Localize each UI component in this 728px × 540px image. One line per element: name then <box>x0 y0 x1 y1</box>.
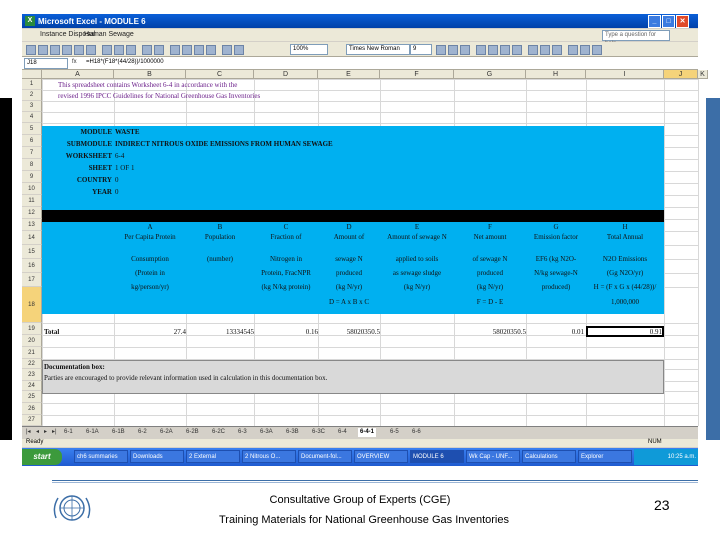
column-header-a[interactable]: A <box>42 70 114 79</box>
sheet-tab-6-1b[interactable]: 6-1B <box>112 429 125 435</box>
header-f-line-1: F <box>488 223 492 231</box>
window-title: Microsoft Excel - MODULE 6 <box>38 17 146 26</box>
header-g-line-5: produced) <box>541 283 571 291</box>
currency-icon[interactable] <box>528 45 538 55</box>
tab-scroll-first-icon[interactable]: |◂ <box>26 429 31 435</box>
comma-icon[interactable] <box>552 45 562 55</box>
header-h-line-5: H = (F x G x (44/28))/ <box>593 283 657 291</box>
sheet-label: SHEET <box>88 164 112 172</box>
header-d-line-1: D <box>346 223 352 231</box>
row-header-18[interactable]: 18 <box>22 287 42 323</box>
sort-descending-icon[interactable] <box>206 45 216 55</box>
slide-title: Consultative Group of Experts (CGE) <box>269 494 451 506</box>
row-header-25[interactable]: 25 <box>22 391 42 403</box>
row-header-10[interactable]: 10 <box>22 183 42 195</box>
header-h-line-3: N2O Emissions <box>602 255 648 263</box>
undo-icon[interactable] <box>142 45 152 55</box>
header-d-line-4: produced <box>335 269 363 277</box>
align-center-icon[interactable] <box>488 45 498 55</box>
header-a-line-5: kg/person/yr) <box>131 283 169 291</box>
sheet-tab-6-6[interactable]: 6-6 <box>412 429 421 435</box>
minimize-button[interactable]: _ <box>648 15 661 28</box>
footer-rule <box>52 480 698 481</box>
hyperlink-icon[interactable] <box>170 45 180 55</box>
help-question-box[interactable]: Type a question for <box>602 30 670 41</box>
header-h-line-2: Total Annual <box>606 233 644 241</box>
formula-bar <box>22 57 698 70</box>
header-g-line-2: Emission factor <box>533 233 579 241</box>
column-header-i[interactable]: I <box>586 70 664 79</box>
total-g[interactable]: 0.01 <box>571 328 584 336</box>
grid-line-row <box>42 415 698 416</box>
sheet-tab-6-2c[interactable]: 6-2C <box>212 429 226 435</box>
font-select[interactable]: Times New Roman <box>346 44 410 55</box>
total-h[interactable]: 0.91 <box>649 328 662 336</box>
status-bar <box>22 439 698 447</box>
header-a-line-1: A <box>147 223 153 231</box>
header-f-line-3: of sewage N <box>472 255 508 263</box>
sheet-tab-6-4[interactable]: 6-4 <box>338 429 347 435</box>
header-h-line-4: (Gg N2O/yr) <box>606 269 644 277</box>
header-f-line-4: produced <box>476 269 504 277</box>
column-header-b[interactable]: B <box>114 70 186 79</box>
save-icon[interactable] <box>50 45 60 55</box>
header-e-line-1: E <box>414 223 420 231</box>
header-b-line-1: B <box>217 223 223 231</box>
submodule-value: INDIRECT NITROUS OXIDE EMISSIONS FROM HUMAN SEWAGE <box>115 140 333 148</box>
documentation-title: Documentation box: <box>44 363 105 371</box>
row-header-20[interactable]: 20 <box>22 335 42 347</box>
sheet-tab-6-1a[interactable]: 6-1A <box>86 429 99 435</box>
total-a[interactable]: 27.4 <box>173 328 186 336</box>
header-h-line-1: H <box>622 223 628 231</box>
grid-line-row <box>42 347 698 348</box>
total-b[interactable]: 13334545 <box>226 328 254 336</box>
sheet-tab-6-3b[interactable]: 6-3B <box>286 429 299 435</box>
header-e-line-5: (kg N/yr) <box>403 283 431 291</box>
column-header-j[interactable]: J <box>664 70 698 79</box>
header-g-line-3: EF6 (kg N2O- <box>535 255 577 263</box>
header-c-line-3: Nitrogen in <box>269 255 303 263</box>
redo-icon[interactable] <box>154 45 164 55</box>
separator-band <box>42 210 664 222</box>
worksheet-grid[interactable] <box>22 70 705 426</box>
row-header-4[interactable]: 4 <box>22 112 42 123</box>
font-size-select[interactable]: 9 <box>410 44 432 55</box>
num-lock-indicator: NUM <box>648 439 662 445</box>
copy-icon[interactable] <box>114 45 124 55</box>
clock: 10:25 a.m. <box>667 454 696 460</box>
row-header-22[interactable]: 22 <box>22 359 42 369</box>
grid-line-row <box>42 101 698 102</box>
sheet-tab-6-3a[interactable]: 6-3A <box>260 429 273 435</box>
left-accent-bar <box>0 98 12 440</box>
row-header-17[interactable]: 17 <box>22 273 42 287</box>
italic-icon[interactable] <box>448 45 458 55</box>
taskbar-item-9[interactable]: Calculations <box>522 450 576 463</box>
row-header-21[interactable]: 21 <box>22 347 42 359</box>
row-header-27[interactable]: 27 <box>22 415 42 426</box>
header-c-line-1: C <box>283 223 289 231</box>
column-header-k[interactable]: K <box>698 70 708 79</box>
taskbar-item-7[interactable]: MODULE 6 <box>410 450 464 463</box>
row-header-13[interactable]: 13 <box>22 219 42 231</box>
grid-line-row <box>42 90 698 91</box>
slide-subtitle: Training Materials for National Greenhouse Gas Inventories <box>218 514 509 526</box>
header-b-line-3: (number) <box>206 255 234 263</box>
sheet-tab-6-2b[interactable]: 6-2B <box>186 429 199 435</box>
header-g-line-1: G <box>553 223 559 231</box>
note-line-2: revised 1996 IPCC Guidelines for National Greenhouse Gas Inventories <box>58 92 261 100</box>
submodule-label: SUBMODULE <box>66 140 112 148</box>
sheet-tab-6-2a[interactable]: 6-2A <box>160 429 173 435</box>
grid-line-row <box>42 403 698 404</box>
header-d-line-3: sewage N <box>335 255 363 263</box>
worksheet-value: 6-4 <box>115 152 125 160</box>
row-header-5[interactable]: 5 <box>22 123 42 135</box>
header-d-line-5: (kg N/yr) <box>335 283 363 291</box>
row-header-2[interactable]: 2 <box>22 90 42 101</box>
row-header-23[interactable]: 23 <box>22 369 42 381</box>
header-d-line-2: Amount of <box>333 233 365 241</box>
taskbar-item-3[interactable]: 2 External <box>186 450 240 463</box>
fill-color-icon[interactable] <box>580 45 590 55</box>
total-c[interactable]: 0.16 <box>305 328 318 336</box>
page-number: 23 <box>654 497 670 513</box>
sort-ascending-icon[interactable] <box>194 45 204 55</box>
paste-icon[interactable] <box>126 45 136 55</box>
header-c-line-5: (kg N/kg protein) <box>261 283 311 291</box>
worksheet-label: WORKSHEET <box>65 152 112 160</box>
row-header-3[interactable]: 3 <box>22 101 42 112</box>
taskbar-item-2[interactable]: Downloads <box>130 450 184 463</box>
align-left-icon[interactable] <box>476 45 486 55</box>
year-value: 0 <box>115 188 119 196</box>
excel-app-icon: X <box>25 16 35 26</box>
menu-item-human-sewage[interactable]: Human Sewage <box>84 31 134 38</box>
autosum-icon[interactable] <box>182 45 192 55</box>
column-header-c[interactable]: C <box>186 70 254 79</box>
column-header-d[interactable]: D <box>254 70 318 79</box>
percent-icon[interactable] <box>540 45 550 55</box>
select-all-corner[interactable] <box>22 70 42 79</box>
row-header-12[interactable]: 12 <box>22 207 42 219</box>
chart-wizard-icon[interactable] <box>222 45 232 55</box>
taskbar-item-5[interactable]: Document-fol... <box>298 450 352 463</box>
note-line-1: This spreadsheet contains Worksheet 6-4 in accordance with the <box>58 81 238 89</box>
maximize-button[interactable]: □ <box>662 15 675 28</box>
row-header-1[interactable]: 1 <box>22 79 42 90</box>
underline-icon[interactable] <box>460 45 470 55</box>
row-header-9[interactable]: 9 <box>22 171 42 183</box>
header-a-line-4: (Protein in <box>135 269 165 277</box>
total-f[interactable]: 58020350.5 <box>492 328 526 336</box>
close-button[interactable]: ✕ <box>676 15 689 28</box>
header-g-line-4: N/kg sewage-N <box>534 269 578 277</box>
grid-line-column <box>664 79 665 426</box>
grid-line-row <box>42 79 698 80</box>
sheet-value: 1 OF 1 <box>115 164 135 172</box>
new-icon[interactable] <box>26 45 36 55</box>
row-header-11[interactable]: 11 <box>22 195 42 207</box>
total-d[interactable]: 58020350.5 <box>346 328 380 336</box>
header-e-line-3: applied to soils <box>395 255 439 263</box>
font-color-icon[interactable] <box>592 45 602 55</box>
header-f-line-2: Net amount <box>473 233 507 241</box>
module-header-band <box>42 126 664 210</box>
sheet-tab-6-5[interactable]: 6-5 <box>390 429 399 435</box>
formula-input[interactable]: =H18*(F18*(44/28))/1000000 <box>86 59 164 65</box>
header-h-line-6: 1,000,000 <box>611 298 639 306</box>
zoom-select[interactable]: 100% <box>290 44 328 55</box>
excel-screenshot <box>22 14 705 466</box>
taskbar-item-1[interactable]: ch6 summaries <box>74 450 128 463</box>
taskbar-item-8[interactable]: Wk Cap - UNF... <box>466 450 520 463</box>
tab-scroll-last-icon[interactable]: ▸| <box>52 429 57 435</box>
country-label: COUNTRY <box>76 176 112 184</box>
align-right-icon[interactable] <box>500 45 510 55</box>
print-icon[interactable] <box>62 45 72 55</box>
cut-icon[interactable] <box>102 45 112 55</box>
active-cell-j18[interactable] <box>586 326 664 337</box>
spelling-icon[interactable] <box>86 45 96 55</box>
header-a-line-2: Per Capita Protein <box>124 233 176 241</box>
tab-scroll-next-icon[interactable]: ▸ <box>44 429 48 435</box>
system-tray <box>634 449 698 465</box>
column-header-g[interactable]: G <box>454 70 526 79</box>
header-b-line-2: Population <box>204 233 236 241</box>
column-header-h[interactable]: H <box>526 70 586 79</box>
header-e-line-2: Amount of sewage N <box>387 233 447 241</box>
documentation-text: Parties are encouraged to provide relevant information used in calculation in this documentation box. <box>44 374 328 382</box>
taskbar-item-6[interactable]: OVERVIEW <box>354 450 408 463</box>
borders-icon[interactable] <box>568 45 578 55</box>
fx-icon[interactable]: fx <box>72 59 77 65</box>
windows-taskbar <box>22 448 698 466</box>
bold-icon[interactable] <box>436 45 446 55</box>
sheet-tab-6-2[interactable]: 6-2 <box>138 429 147 435</box>
year-label: YEAR <box>92 188 112 196</box>
right-accent-bar <box>706 98 720 440</box>
header-c-line-2: Fraction of <box>270 233 302 241</box>
header-f-line-5: (kg N/yr) <box>476 283 504 291</box>
module-label: MODULE <box>80 128 112 136</box>
header-c-line-4: Protein, FracNPR <box>261 269 311 277</box>
taskbar-item-10[interactable]: Explorer <box>578 450 632 463</box>
footer-rule-light <box>52 482 698 483</box>
grid-line-row <box>42 123 698 124</box>
grid-line-row <box>42 112 698 113</box>
title-bar <box>22 14 698 28</box>
preview-icon[interactable] <box>74 45 84 55</box>
row-header-14[interactable]: 14 <box>22 231 42 245</box>
row-header-7[interactable]: 7 <box>22 147 42 159</box>
country-value: 0 <box>115 176 119 184</box>
name-box[interactable]: J18 <box>24 58 68 69</box>
column-header-f[interactable]: F <box>380 70 454 79</box>
sheet-tab-6-3c[interactable]: 6-3C <box>312 429 326 435</box>
sheet-tab-6-4-1[interactable]: 6-4-1 <box>360 429 375 435</box>
row-header-19[interactable]: 19 <box>22 323 42 335</box>
row-header-26[interactable]: 26 <box>22 403 42 415</box>
sheet-tab-6-1[interactable]: 6-1 <box>64 429 73 435</box>
taskbar-item-4[interactable]: 2 Nitrous O... <box>242 450 296 463</box>
menu-bar <box>22 29 698 41</box>
row-header-24[interactable]: 24 <box>22 381 42 391</box>
menu-item-instance-disposal[interactable]: Instance Disposal <box>40 31 96 38</box>
header-e-line-4: as sewage sludge <box>392 269 442 277</box>
header-f-line-6: F = D - E <box>476 298 504 306</box>
row-header-6[interactable]: 6 <box>22 135 42 147</box>
standard-toolbar <box>22 42 698 57</box>
row-header-8[interactable]: 8 <box>22 159 42 171</box>
total-label: Total <box>44 328 60 336</box>
sheet-tab-6-3[interactable]: 6-3 <box>238 429 247 435</box>
row-header-16[interactable]: 16 <box>22 259 42 273</box>
header-a-line-3: Consumption <box>131 255 169 263</box>
header-d-line-6: D = A x B x C <box>328 298 370 306</box>
row-header-15[interactable]: 15 <box>22 245 42 259</box>
tab-scroll-prev-icon[interactable]: ◂ <box>36 429 40 435</box>
module-value: WASTE <box>115 128 140 136</box>
sheet-tabs-bar <box>22 426 698 439</box>
column-header-e[interactable]: E <box>318 70 380 79</box>
merge-center-icon[interactable] <box>512 45 522 55</box>
grid-line-row <box>42 323 698 324</box>
status-text: Ready <box>26 439 44 445</box>
open-icon[interactable] <box>38 45 48 55</box>
grid-line-column <box>698 79 699 426</box>
drawing-icon[interactable] <box>234 45 244 55</box>
start-button[interactable]: start <box>22 449 62 465</box>
